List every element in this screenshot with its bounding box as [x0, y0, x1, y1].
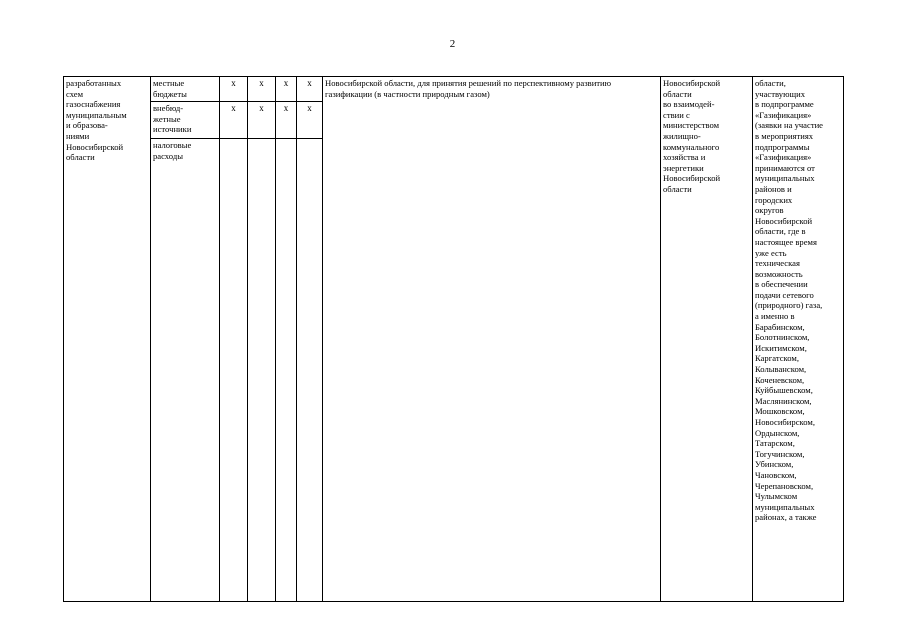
activity-cell: разработанных схем газоснабжения муниципальным и образова- ниями Новосибирской области [64, 77, 151, 602]
table-row [64, 77, 844, 102]
program-table [63, 76, 844, 602]
mark-cell [248, 139, 276, 602]
mark-cell [297, 139, 323, 602]
mark-cell: x [297, 77, 323, 102]
source-label-cell: налоговые расходы [151, 139, 220, 602]
source-label-cell: местные бюджеты [151, 77, 220, 102]
mark-cell: x [220, 102, 248, 139]
executor-cell: Новосибирской области во взаимодей- ствии с министерством жилищно- коммунального хозяйства и энергетики Новосибирской области [661, 77, 753, 602]
mark-cell [220, 139, 248, 602]
mark-cell [276, 139, 297, 602]
description-cell: Новосибирской области, для принятия решений по перспективному развитию газификации (в частности природным газом) [323, 77, 661, 602]
notes-cell: области, участвующих в подпрограмме «Газификация» (заявки на участие в мероприятиях подпрограммы «Газификация» принимаются от муниципальных районов и городских округов Новосибирской области, где в настоящее время уже есть техническая возможность в обеспечении подачи сетевого (природного) газа, а именно в Барабинском, Болотнинском, Искитимском, Каргатском, Колыванском, Коченевском, Куйбышевском, Маслянинском, Мошковском, Новосибирском, Ордынском, Татарском, Тогучинском, Убинском, Чановском, Черепановском, Чулымском муниципальных районах, а также [753, 77, 844, 602]
mark-cell: x [276, 77, 297, 102]
mark-cell: x [297, 102, 323, 139]
page-number: 2 [449, 38, 456, 50]
mark-cell: x [220, 77, 248, 102]
mark-cell: x [248, 102, 276, 139]
source-label-cell: внебюд- жетные источники [151, 102, 220, 139]
mark-cell: x [248, 77, 276, 102]
mark-cell: x [276, 102, 297, 139]
